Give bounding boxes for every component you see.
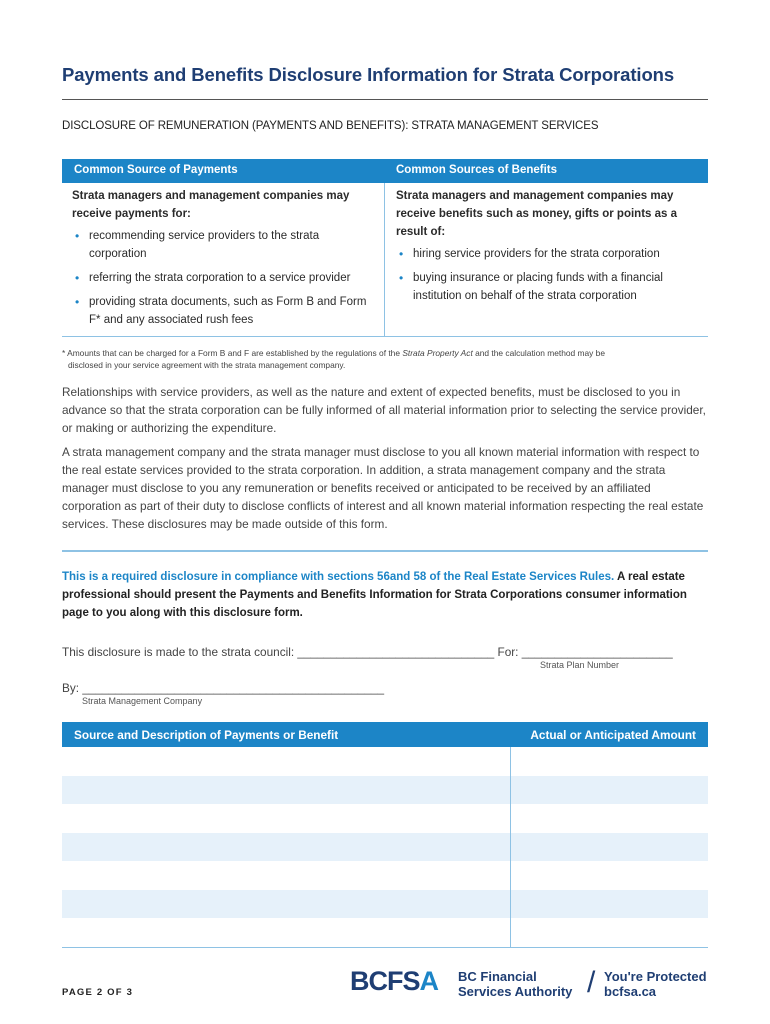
footnote-act-name: Strata Property Act	[402, 348, 473, 358]
amount-cell[interactable]	[511, 861, 708, 890]
footnote-line-1	[62, 347, 708, 359]
required-notice-text: A real estate professional should present the Payments and Benefits Information for Strata Corporations consumer information page to you along with this disclosure form.	[62, 571, 687, 619]
bullet-icon: •	[399, 271, 404, 285]
tagline-line-1: You're Protected	[604, 969, 707, 984]
amount-cell[interactable]	[511, 804, 708, 833]
list-item-text: buying insurance or placing funds with a financial institution on behalf of the strata corporation	[413, 272, 663, 302]
footnote-text-b: and the calculation method may be	[472, 348, 606, 358]
amount-cell[interactable]	[511, 833, 708, 862]
payments-list	[72, 227, 374, 329]
amounts-table-header	[62, 722, 708, 747]
list-item	[72, 269, 374, 287]
table-row	[62, 918, 708, 947]
source-description-header: Source and Description of Payments or Benefit	[74, 728, 339, 742]
bcfsa-logo	[350, 966, 710, 1002]
source-cell[interactable]	[62, 776, 511, 805]
strata-council-line[interactable]: This disclosure is made to the strata council: ______________________________ For: _______________________	[62, 645, 673, 659]
disclosure-duty-paragraph: A strata management company and the strata manager must disclose to you all known material information with respect to the real estate services provided to the strata corporation. In addition, a strata management company and the strata manager must disclose to you any remuneration or benefits received or anticipated to be received by an affiliated corporation as part of their duty to disclose conflicts of interest and all known material information respecting the real estate services. These disclosures may be made outside of this form.	[62, 445, 704, 531]
amount-cell[interactable]	[511, 890, 708, 919]
bcfsa-wordmark	[350, 966, 438, 997]
bullet-icon: •	[75, 271, 80, 285]
relationships-paragraph: Relationships with service providers, as well as the nature and extent of expected benefits, must be disclosed to you in advance so that the strata corporation can be fully informed of all material information prior to selecting the service provider, or making or authorizing the expenditure.	[62, 385, 706, 435]
sources-table	[62, 159, 708, 337]
sources-table-body	[62, 183, 708, 337]
bullet-icon: •	[75, 229, 80, 243]
amount-cell[interactable]	[511, 747, 708, 776]
source-cell[interactable]	[62, 747, 511, 776]
source-cell[interactable]	[62, 890, 511, 919]
website-link[interactable]: bcfsa.ca	[604, 984, 657, 999]
amount-cell[interactable]	[511, 776, 708, 805]
required-notice-divider	[62, 550, 708, 552]
benefits-intro: Strata managers and management companies may receive benefits such as money, gifts or points as a result of:	[396, 190, 677, 238]
list-item	[396, 269, 698, 305]
required-disclosure-notice	[62, 568, 708, 622]
title-divider	[62, 99, 708, 100]
section-subheading: DISCLOSURE OF REMUNERATION (PAYMENTS AND BENEFITS): STRATA MANAGEMENT SERVICES	[62, 120, 599, 132]
table-row	[62, 833, 708, 862]
table-row	[62, 861, 708, 890]
benefits-column-header: Common Sources of Benefits	[396, 164, 558, 176]
source-cell[interactable]	[62, 833, 511, 862]
source-cell[interactable]	[62, 804, 511, 833]
benefits-column	[385, 183, 708, 336]
list-item	[396, 245, 698, 263]
logo-divider-slash: /	[587, 966, 596, 999]
bullet-icon: •	[399, 247, 404, 261]
amount-cell[interactable]	[511, 918, 708, 947]
list-item-text: recommending service providers to the strata corporation	[89, 230, 320, 260]
org-name-line-1: BC Financial	[458, 969, 537, 984]
by-line[interactable]: By: ______________________________________________	[62, 681, 385, 695]
required-notice-highlight: This is a required disclosure in compliance with sections 56and 58 of the Real Estate Services Rules.	[62, 571, 615, 583]
amount-header: Actual or Anticipated Amount	[530, 728, 696, 742]
strata-management-company-label: Strata Management Company	[82, 696, 203, 706]
list-item-text: hiring service providers for the strata corporation	[413, 248, 660, 260]
footnote-text-a: * Amounts that can be charged for a Form B and F are established by the regulations of the	[62, 348, 403, 358]
list-item	[72, 293, 374, 329]
table-row	[62, 804, 708, 833]
org-name	[458, 969, 572, 999]
list-item	[72, 227, 374, 263]
source-cell[interactable]	[62, 861, 511, 890]
org-name-line-2: Services Authority	[458, 984, 573, 999]
list-item-text: referring the strata corporation to a service provider	[89, 272, 351, 284]
table-row	[62, 890, 708, 919]
footnote-line-2: disclosed in your service agreement with the strata management company.	[68, 360, 346, 370]
wordmark-main: BCFS	[350, 966, 420, 996]
source-cell[interactable]	[62, 918, 511, 947]
strata-plan-number-label: Strata Plan Number	[540, 660, 620, 670]
payments-column	[62, 183, 385, 336]
table-row	[62, 776, 708, 805]
tagline	[604, 969, 707, 999]
payments-intro: Strata managers and management companies may receive payments for:	[72, 190, 350, 220]
footnote	[62, 347, 708, 371]
sources-table-header	[62, 159, 708, 183]
amounts-table-bottom-rule	[62, 947, 708, 948]
list-item-text: providing strata documents, such as Form B and Form F* and any associated rush fees	[89, 296, 367, 326]
bullet-icon: •	[75, 295, 80, 309]
payments-column-header: Common Source of Payments	[74, 164, 238, 176]
amounts-table	[62, 722, 708, 948]
benefits-list	[396, 245, 698, 305]
page-number: PAGE 2 OF 3	[62, 987, 134, 998]
table-row	[62, 747, 708, 776]
page-title: Payments and Benefits Disclosure Information for Strata Corporations	[62, 64, 675, 85]
wordmark-accent: A	[419, 966, 438, 996]
